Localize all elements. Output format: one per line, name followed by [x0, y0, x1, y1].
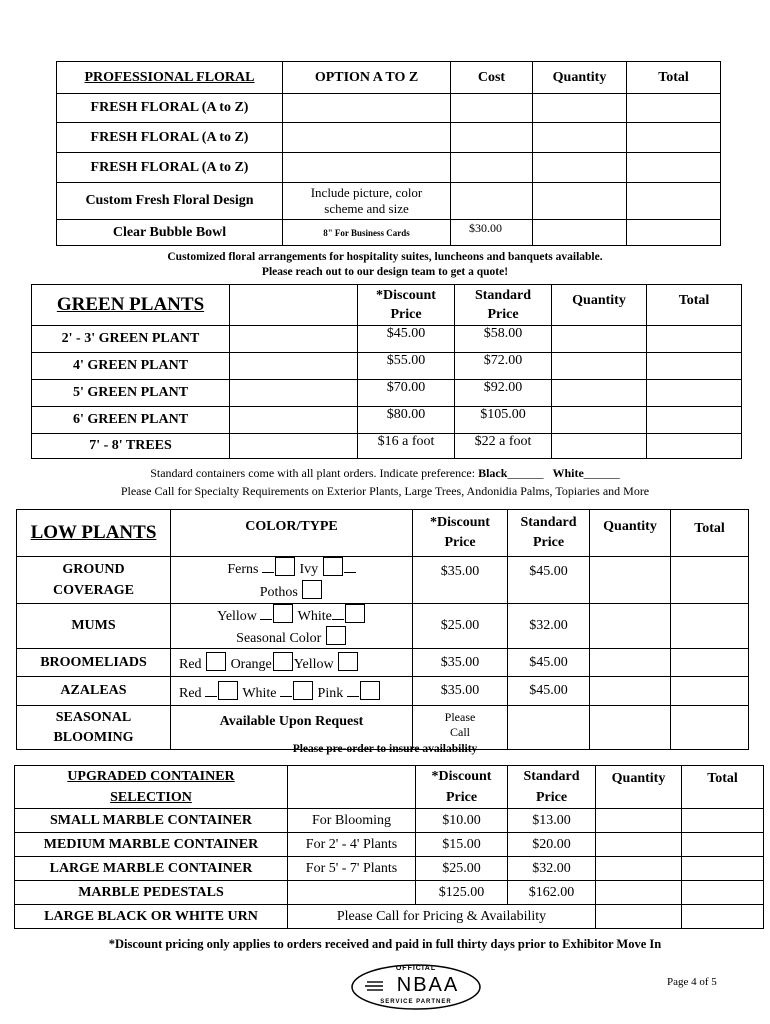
cost-field[interactable]: [451, 153, 533, 183]
total-field[interactable]: [647, 353, 742, 380]
total-field[interactable]: [682, 857, 764, 881]
seasonal-color-checkbox[interactable]: [326, 626, 346, 645]
table-row: [15, 881, 764, 905]
quantity-header: Quantity: [552, 285, 647, 326]
yellow-checkbox[interactable]: [273, 604, 293, 623]
table-row: [17, 677, 749, 706]
total-field[interactable]: [647, 326, 742, 353]
yellow-checkbox[interactable]: [338, 652, 358, 671]
total-field[interactable]: [682, 809, 764, 833]
standard-price: $45.00: [508, 557, 590, 604]
discount-price: $35.00: [413, 649, 508, 677]
standard-price: $20.00: [508, 833, 596, 857]
option-description: 8" For Business Cards: [283, 220, 451, 246]
table-row: [32, 407, 742, 434]
standard-price: $32.00: [508, 857, 596, 881]
option-field[interactable]: [283, 153, 451, 183]
total-field[interactable]: [647, 380, 742, 407]
specialty-note-line: Please Call for Specialty Requirements on Exterior Plants, Large Trees, Andonidia Palms, Topiaries and More: [120, 484, 650, 498]
quantity-field[interactable]: [590, 677, 671, 706]
quantity-field[interactable]: [552, 326, 647, 353]
option-line: scheme and size: [324, 201, 409, 216]
plant-name: 6' GREEN PLANT: [32, 407, 230, 434]
quantity-header: Quantity: [590, 510, 671, 557]
container-use: For 2' - 4' Plants: [288, 833, 416, 857]
total-field[interactable]: [627, 123, 721, 153]
quantity-field[interactable]: [533, 183, 627, 220]
table-row: [57, 123, 721, 153]
standard-price: $92.00: [455, 380, 552, 407]
container-name: LARGE MARBLE CONTAINER: [15, 857, 288, 881]
containers-table: [14, 765, 764, 929]
discount-price: $16 a foot: [358, 434, 455, 459]
logo-top-text: OFFICIAL: [395, 965, 437, 972]
low-header-row: [17, 510, 749, 557]
discount-price-header: *Discount Price: [416, 766, 508, 809]
table-row: [32, 434, 742, 459]
discount-price: $25.00: [416, 857, 508, 881]
green-note: [0, 464, 770, 500]
table-row: [15, 905, 764, 929]
quantity-field[interactable]: [533, 220, 627, 246]
total-field[interactable]: [627, 153, 721, 183]
pothos-checkbox[interactable]: [302, 580, 322, 599]
discount-price: $25.00: [413, 604, 508, 649]
table-row: [17, 557, 749, 604]
quantity-field[interactable]: [596, 857, 682, 881]
quantity-field[interactable]: [552, 380, 647, 407]
total-field[interactable]: [627, 220, 721, 246]
total-header: Total: [682, 766, 764, 809]
standard-price: $162.00: [508, 881, 596, 905]
quantity-header: Quantity: [596, 766, 682, 809]
low-plants-table: [16, 509, 749, 750]
plant-name: AZALEAS: [17, 677, 171, 706]
green-plants-title: GREEN PLANTS: [32, 285, 230, 326]
table-row: [15, 809, 764, 833]
containers-title: UPGRADED CONTAINER SELECTION: [15, 766, 288, 809]
red-checkbox[interactable]: [206, 652, 226, 671]
quantity-field[interactable]: [533, 94, 627, 123]
container-name: MEDIUM MARBLE CONTAINER: [15, 833, 288, 857]
plant-name: MUMS: [17, 604, 171, 649]
table-row: [17, 604, 749, 649]
quantity-field[interactable]: [596, 881, 682, 905]
quantity-field[interactable]: [590, 649, 671, 677]
floral-item-name: FRESH FLORAL (A to Z): [57, 153, 283, 183]
standard-price: $45.00: [508, 649, 590, 677]
container-use: For 5' - 7' Plants: [288, 857, 416, 881]
total-field[interactable]: [647, 434, 742, 459]
color-options: Yellow White Seasonal Color: [171, 604, 413, 649]
cost-field[interactable]: [451, 94, 533, 123]
plant-name: 5' GREEN PLANT: [32, 380, 230, 407]
table-row: [57, 220, 721, 246]
container-name: LARGE BLACK OR WHITE URN: [15, 905, 288, 929]
table-row: [57, 183, 721, 220]
table-row: [17, 649, 749, 677]
floral-header-option: OPTION A TO Z: [283, 62, 451, 94]
availability-note: Available Upon Request: [171, 706, 413, 750]
preorder-note: Please pre-order to insure availability: [292, 743, 478, 755]
quantity-field[interactable]: [533, 153, 627, 183]
cost-field[interactable]: [451, 123, 533, 153]
discount-price: $35.00: [413, 557, 508, 604]
cost-field[interactable]: [451, 183, 533, 220]
total-field[interactable]: [682, 905, 764, 929]
logo-main-text: NBAA: [396, 974, 460, 996]
color-options: Ferns Ivy Pothos: [171, 557, 413, 604]
floral-header-name: PROFESSIONAL FLORAL: [57, 62, 283, 94]
black-option-blank[interactable]: ______: [507, 466, 544, 480]
white-checkbox[interactable]: [293, 681, 313, 700]
total-field[interactable]: [627, 94, 721, 123]
option-line: Include picture, color: [310, 185, 423, 200]
discount-price: $45.00: [358, 326, 455, 353]
standard-price: $13.00: [508, 809, 596, 833]
quantity-field[interactable]: [590, 557, 671, 604]
discount-price: $125.00: [416, 881, 508, 905]
orange-checkbox[interactable]: [273, 652, 293, 671]
standard-price: $32.00: [508, 604, 590, 649]
quantity-field[interactable]: [596, 833, 682, 857]
cost-value: $30.00: [451, 220, 533, 246]
white-option-label: White: [552, 466, 584, 480]
table-row: [57, 94, 721, 123]
discount-price: $70.00: [358, 380, 455, 407]
pink-checkbox[interactable]: [360, 681, 380, 700]
table-row: [57, 153, 721, 183]
option-field[interactable]: [283, 94, 451, 123]
nbaa-logo: [349, 962, 483, 1012]
ivy-checkbox[interactable]: [323, 557, 343, 576]
quantity-field[interactable]: [533, 123, 627, 153]
quantity-field[interactable]: [552, 407, 647, 434]
color-type-header: COLOR/TYPE: [171, 510, 413, 557]
floral-header-total: Total: [627, 62, 721, 94]
option-field[interactable]: [283, 123, 451, 153]
price-note: Please Call: [413, 706, 508, 750]
standard-price: $22 a foot: [455, 434, 552, 459]
plant-name: GROUND COVERAGE: [17, 557, 171, 604]
white-checkbox[interactable]: [345, 604, 365, 623]
plant-name: 4' GREEN PLANT: [32, 353, 230, 380]
container-use: [288, 881, 416, 905]
container-preference-line: Standard containers come with all plant orders. Indicate preference: Black______ White______: [150, 466, 620, 480]
low-plants-title: LOW PLANTS: [17, 510, 171, 557]
containers-header-row: [15, 766, 764, 809]
standard-price-header: Standard Price: [508, 766, 596, 809]
quantity-field[interactable]: [552, 434, 647, 459]
floral-table: [56, 61, 721, 246]
plant-name: SEASONAL BLOOMING: [17, 706, 171, 750]
quantity-field[interactable]: [596, 905, 682, 929]
floral-note-line: Customized floral arrangements for hospitality suites, luncheons and banquets available.: [167, 251, 603, 263]
container-use: For Blooming: [288, 809, 416, 833]
table-row: [15, 833, 764, 857]
total-field[interactable]: [671, 677, 749, 706]
option-description: [283, 183, 451, 220]
floral-header-cost: Cost: [451, 62, 533, 94]
total-field[interactable]: [682, 833, 764, 857]
black-option-label: Black: [478, 466, 508, 480]
discount-price: $35.00: [413, 677, 508, 706]
standard-price: $58.00: [455, 326, 552, 353]
table-row: [32, 380, 742, 407]
floral-item-name: Clear Bubble Bowl: [57, 220, 283, 246]
floral-item-name: Custom Fresh Floral Design: [57, 183, 283, 220]
discount-price: $15.00: [416, 833, 508, 857]
total-field[interactable]: [671, 649, 749, 677]
total-field[interactable]: [671, 604, 749, 649]
discount-price-header: *Discount Price: [358, 285, 455, 326]
total-header: Total: [671, 510, 749, 557]
green-plants-table: [31, 284, 742, 459]
discount-price: $10.00: [416, 809, 508, 833]
floral-note-line: Please reach out to our design team to get a quote!: [261, 266, 509, 278]
quantity-field[interactable]: [596, 809, 682, 833]
plant-name: 7' - 8' TREES: [32, 434, 230, 459]
standard-price: $45.00: [508, 677, 590, 706]
white-option-blank[interactable]: ______: [583, 466, 620, 480]
container-name: MARBLE PEDESTALS: [15, 881, 288, 905]
floral-header-row: [57, 62, 721, 94]
logo-bottom-text: SERVICE PARTNER: [380, 999, 452, 1005]
total-field[interactable]: [627, 183, 721, 220]
total-field[interactable]: [671, 557, 749, 604]
red-checkbox[interactable]: [218, 681, 238, 700]
plant-name: BROOMELIADS: [17, 649, 171, 677]
urn-pricing-note: Please Call for Pricing & Availability: [288, 905, 596, 929]
table-row: [32, 353, 742, 380]
color-options: Red White Pink: [171, 677, 413, 706]
total-field[interactable]: [647, 407, 742, 434]
standard-price-header: Standard Price: [508, 510, 590, 557]
green-header-row: [32, 285, 742, 326]
standard-price: $105.00: [455, 407, 552, 434]
discount-note: *Discount pricing only applies to orders received and paid in full thirty days prior to Exhibitor Move In: [108, 937, 662, 951]
total-field[interactable]: [682, 881, 764, 905]
ferns-checkbox[interactable]: [275, 557, 295, 576]
quantity-field[interactable]: [590, 604, 671, 649]
standard-price: $72.00: [455, 353, 552, 380]
floral-item-name: FRESH FLORAL (A to Z): [57, 123, 283, 153]
floral-header-quantity: Quantity: [533, 62, 627, 94]
floral-item-name: FRESH FLORAL (A to Z): [57, 94, 283, 123]
total-header: Total: [647, 285, 742, 326]
container-name: SMALL MARBLE CONTAINER: [15, 809, 288, 833]
discount-price: $55.00: [358, 353, 455, 380]
standard-price-header: Standard Price: [455, 285, 552, 326]
plant-name: 2' - 3' GREEN PLANT: [32, 326, 230, 353]
color-options: Red Orange Yellow: [171, 649, 413, 677]
discount-price: $80.00: [358, 407, 455, 434]
quantity-field[interactable]: [552, 353, 647, 380]
page-number: Page 4 of 5: [667, 976, 717, 988]
table-row: [32, 326, 742, 353]
table-row: [15, 857, 764, 881]
discount-price-header: *Discount Price: [413, 510, 508, 557]
floral-note: [0, 250, 770, 280]
